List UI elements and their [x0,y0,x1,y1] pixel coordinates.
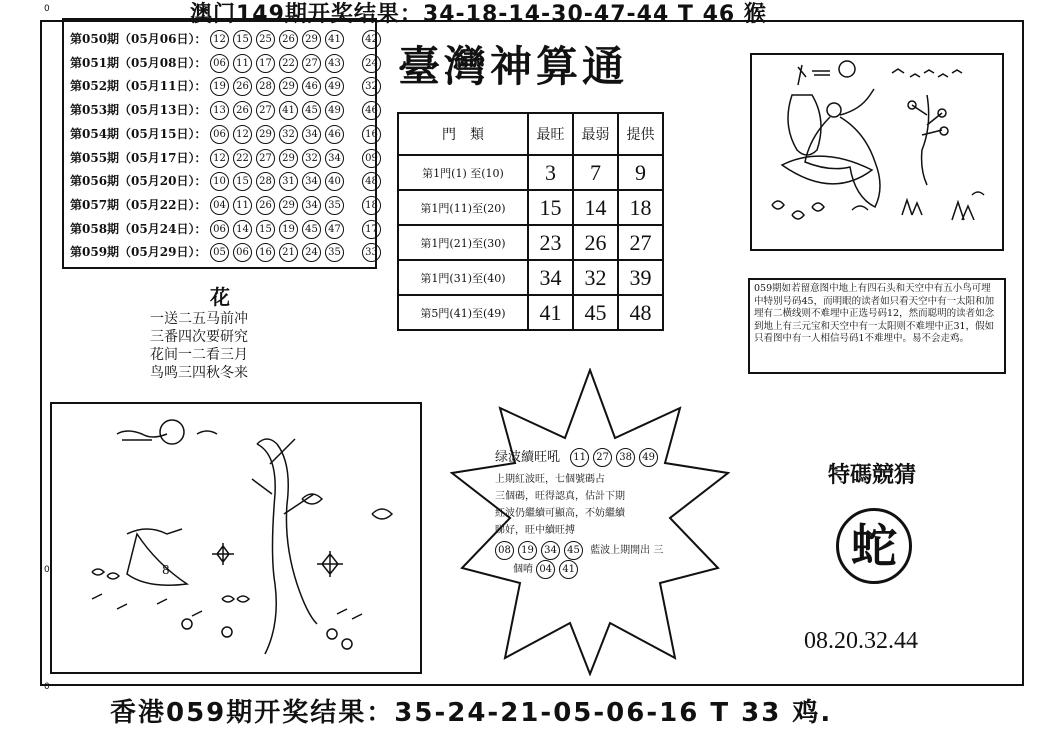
gates-row-label: 第1門(11)至(20) [398,190,528,225]
history-ball: 45 [302,101,321,120]
gates-header-row [398,113,663,155]
gates-row [398,190,663,225]
hongkong-result-banner: 香港059期开奖结果：35-24-21-05-06-16 T 33 鸡. [110,698,833,728]
history-row [70,99,385,121]
star-heading-ball: 11 [570,448,589,467]
history-special-ball: 46 [362,101,381,120]
history-special-ball: 42 [362,30,381,49]
gates-table [397,112,664,331]
starburst-content [495,448,685,579]
history-ball: 16 [256,243,275,262]
history-ball: 21 [279,243,298,262]
gates-row-label: 第5門(41)至(49) [398,295,528,330]
history-ball: 04 [210,196,229,215]
history-ball: 49 [325,101,344,120]
history-ball: 11 [233,54,252,73]
history-period: 第053期（05月13日）： [70,103,207,118]
history-special-ball: 33 [362,243,381,262]
history-period: 第058期（05月24日）： [70,221,207,236]
history-ball: 34 [302,125,321,144]
history-ball: 26 [279,30,298,49]
history-ball: 34 [302,196,321,215]
star-heading-ball: 49 [639,448,658,467]
history-ball: 28 [256,172,275,191]
star-bottom-row [495,541,685,560]
star-bottom-text: 藍波上期開出 三 [590,545,664,556]
suggested-numbers: 08.20.32.44 [804,628,918,654]
star-bottom-ball: 08 [495,541,514,560]
history-row [70,241,385,263]
history-ball: 46 [325,125,344,144]
history-ball: 43 [325,54,344,73]
star-text-line: 睇好，旺中續旺搏 [495,525,575,536]
history-ball: 26 [256,196,275,215]
gates-row-label: 第1門(21)至(30) [398,225,528,260]
star-last-ball: 04 [536,560,555,579]
history-ball: 29 [302,30,321,49]
history-ball: 06 [210,220,229,239]
history-period: 第057期（05月22日）： [70,197,207,212]
history-ball: 29 [279,77,298,96]
gates-cell: 32 [573,260,618,295]
history-special-ball: 09 [362,149,381,168]
history-special-ball: 48 [362,172,381,191]
riddle-illustration-man [750,53,1004,251]
gates-cell: 27 [618,225,663,260]
corner-mark-bottom: 0 [44,682,50,692]
history-period: 第055期（05月17日）： [70,150,207,165]
corner-mark-mid: 0 [44,565,50,575]
history-period: 第054期（05月15日）： [70,126,207,141]
gates-row [398,155,663,190]
history-special-ball: 18 [362,196,381,215]
history-results-box [62,18,377,269]
history-ball: 05 [210,243,229,262]
star-last-prefix: 個唷 [513,564,533,575]
history-ball: 19 [210,77,229,96]
history-ball: 40 [325,172,344,191]
macau-result-banner: 澳门149期开奖结果：34-18-14-30-47-44 T 46 猴 [190,2,767,27]
history-period: 第056期（05月20日）： [70,174,207,189]
riddle-illustration-tree [50,402,422,674]
history-row [70,218,385,240]
history-row [70,194,385,216]
star-bottom-ball: 34 [541,541,560,560]
history-ball: 47 [325,220,344,239]
poem-line: 鸟鸣三四秋冬来 [150,365,248,381]
history-ball: 15 [256,220,275,239]
history-ball: 15 [233,30,252,49]
star-last-row [495,560,685,579]
history-ball: 15 [233,172,252,191]
history-period: 第059期（05月29日）： [70,245,207,260]
history-ball: 27 [256,101,275,120]
gates-row [398,295,663,330]
history-ball: 35 [325,243,344,262]
history-row [70,147,385,169]
riddle-note-box: 059期如若留意图中地上有四石头和天空中有五小鸟可埋中特别号码45，而明眼的读者如只看天空中有一太阳和加埋有二横线则不难埋中正选号码12，然而聪明的读者如念到地上有三元宝和天空中有一太阳则不难埋中正31，假如只看图中有一人相信号码1不难埋中。易不会走鸡。 [748,278,1006,374]
poem-block [150,285,290,382]
star-bottom-ball: 45 [564,541,583,560]
poem-line: 一送二五马前冲 [150,311,248,327]
history-ball: 32 [302,149,321,168]
gates-cell: 23 [528,225,573,260]
history-ball: 26 [233,77,252,96]
tree-drawing-icon [52,404,420,672]
gates-cell: 3 [528,155,573,190]
star-bottom-ball: 19 [518,541,537,560]
history-special-ball: 24 [362,54,381,73]
gates-cell: 7 [573,155,618,190]
star-heading-row [495,448,685,467]
gates-cell: 45 [573,295,618,330]
gates-cell: 41 [528,295,573,330]
gates-row-label: 第1門(1) 至(10) [398,155,528,190]
gates-cell: 18 [618,190,663,225]
history-ball: 45 [302,220,321,239]
history-ball: 13 [210,101,229,120]
gates-row-label: 第1門(31)至(40) [398,260,528,295]
history-ball: 34 [302,172,321,191]
gates-cell: 26 [573,225,618,260]
svg-text:8: 8 [162,563,170,577]
history-period: 第051期（05月08日）： [70,55,207,70]
gates-header-coldest: 最弱 [573,113,618,155]
history-ball: 19 [279,220,298,239]
history-row [70,75,385,97]
history-ball: 26 [233,101,252,120]
history-ball: 46 [302,77,321,96]
history-special-ball: 16 [362,125,381,144]
history-special-ball: 32 [362,77,381,96]
history-row [70,52,385,74]
history-ball: 22 [233,149,252,168]
star-heading-ball: 38 [616,448,635,467]
history-ball: 12 [210,30,229,49]
corner-mark-top: 0 [44,4,50,14]
history-ball: 06 [233,243,252,262]
gates-cell: 39 [618,260,663,295]
history-ball: 49 [325,77,344,96]
star-heading: 绿波續旺吼 [495,450,561,465]
history-ball: 11 [233,196,252,215]
gates-cell: 15 [528,190,573,225]
history-ball: 28 [256,77,275,96]
history-row [70,170,385,192]
history-row [70,123,385,145]
poem-line: 三番四次要研究 [150,329,248,345]
history-ball: 29 [279,149,298,168]
history-ball: 25 [256,30,275,49]
history-ball: 31 [279,172,298,191]
gates-header-offer: 提供 [618,113,663,155]
star-text-line: 上期紅波旺，七個號碼占 [495,474,605,485]
history-ball: 06 [210,125,229,144]
poem-title: 花 [210,285,230,309]
history-ball: 29 [256,125,275,144]
history-period: 第050期（05月06日）： [70,32,207,46]
star-text-line: 紅波仍繼續可顯高，不妨繼續 [495,508,625,519]
gates-row [398,225,663,260]
history-ball: 41 [279,101,298,120]
history-special-ball: 17 [362,220,381,239]
history-ball: 17 [256,54,275,73]
history-ball: 41 [325,30,344,49]
gates-cell: 14 [573,190,618,225]
history-ball: 10 [210,172,229,191]
zodiac-circle: 蛇 [836,508,912,584]
history-ball: 22 [279,54,298,73]
gates-row [398,260,663,295]
gates-cell: 48 [618,295,663,330]
history-ball: 12 [233,125,252,144]
page-title: 臺灣神算通 [398,42,629,91]
history-ball: 27 [302,54,321,73]
star-last-ball: 41 [559,560,578,579]
history-ball: 29 [279,196,298,215]
gates-cell: 34 [528,260,573,295]
history-ball: 06 [210,54,229,73]
history-ball: 12 [210,149,229,168]
star-text-line: 三個碼，旺得認真，估計下期 [495,491,625,502]
man-drawing-icon [752,55,1002,249]
history-ball: 24 [302,243,321,262]
history-period: 第052期（05月11日）： [70,79,207,94]
history-ball: 34 [325,149,344,168]
history-ball: 27 [256,149,275,168]
history-row [70,28,385,50]
history-ball: 14 [233,220,252,239]
history-ball: 32 [279,125,298,144]
star-heading-ball: 27 [593,448,612,467]
gates-header-hottest: 最旺 [528,113,573,155]
special-guess-label: 特碼競猜 [828,462,917,488]
poem-line: 花间一二看三月 [150,347,248,363]
gates-cell: 9 [618,155,663,190]
history-ball: 35 [325,196,344,215]
gates-header-category: 門 類 [398,113,528,155]
